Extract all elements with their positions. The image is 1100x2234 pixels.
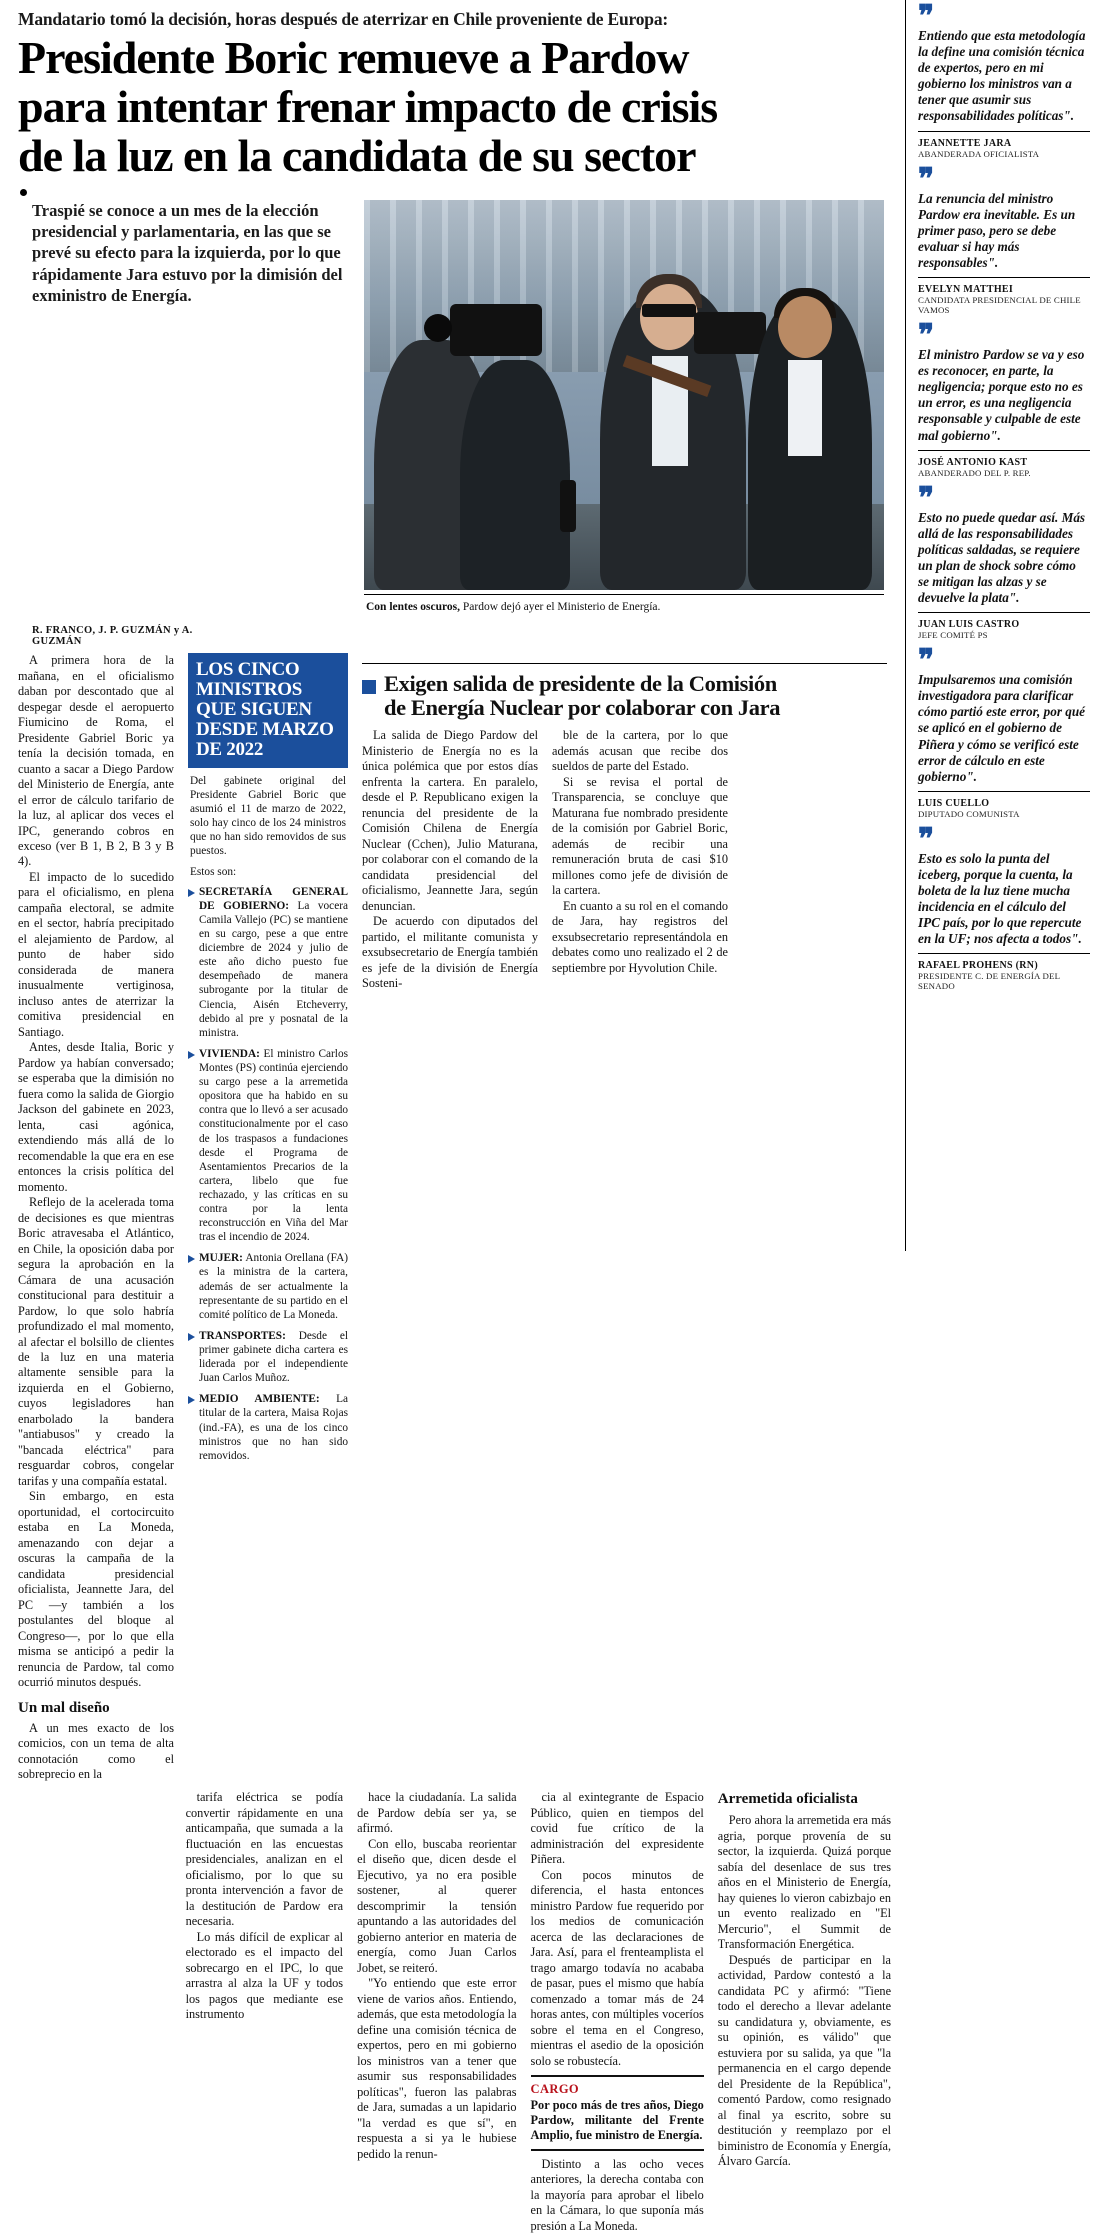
photo-caption-text: Pardow dejó ayer el Ministerio de Energía. [460, 601, 661, 614]
quote-role: ABANDERADO DEL P. REP. [918, 467, 1031, 478]
paragraph: La salida de Diego Pardow del Ministerio de Energía no es la única polémica que por estos días enfrenta la cartera. En paralelo, desde el P. Republicano exigen la renuncia del presidente de la Comisión Chilena de Energía Nuclear (Cchen), Julio Maturana, por colaborar con el comando de la candidata presidencial del oficialismo, Jeannette Jara, según denuncian. [362, 728, 538, 913]
list-item-label: MEDIO AMBIENTE: [199, 1393, 320, 1406]
secondary-title-line-2: de Energía Nuclear por colaborar con Jara [384, 695, 781, 721]
photo-caption [364, 594, 884, 615]
quote-author: JUAN LUIS CASTRO [918, 619, 1020, 631]
quote-role: CANDIDATA PRESIDENCIAL DE CHILE VAMOS [918, 295, 1081, 316]
photo-caption-lead: Con lentes oscuros, [366, 601, 461, 614]
divider [918, 953, 1090, 954]
divider [918, 450, 1090, 451]
body-column-2 [186, 1790, 344, 2234]
quote-role: PRESIDENTE C. DE ENERGÍA DEL SENADO [918, 971, 1060, 992]
paragraph: Reflejo de la acelerada toma de decisiones es que mientras Boric atravesaba el Atlántico, en Chile, la oposición daba por segura la aprobación en la Cámara de una acusación constitucional para destituir a Pardow, lo que solo habría profundizado el mal momento, al afectar el bolsillo de clientes de la luz en una materia altamente sensible para la izquierda en el Gobierno, cuyos legisladores han enarbolado la bandera "antiabusos" y creado la "bancada eléctrica" para resguardar cobros, congelar tarifas y una compañía estatal. [18, 1195, 174, 1488]
paragraph: Sin embargo, en esta oportunidad, el cortocircuito estaba en La Moneda, amenazando con dejar a oscuras la campaña de la candidata presidencial oficialista, Jeannette Jara, del PC —y también a los postulantes del bloque al Congreso—, por lo que ella misma se anticipó a pedir la renuncia de Pardow, tal como ocurrió minutos después. [18, 1489, 174, 1690]
quote-text: La renuncia del ministro Pardow era inevitable. Es un primer paso, pero se debe evaluar si hay más responsables". [918, 190, 1076, 270]
quote-text: Entiendo que esta metodología la define una comisión técnica de expertos, pero en mi gobierno los ministros van a tener que asumir sus responsabilidades políticas". [918, 28, 1086, 124]
sidebar-box-ministros [188, 653, 348, 1470]
list-item [188, 1329, 348, 1385]
list-item [188, 1251, 348, 1322]
sidebar-box-intro2: Estos son: [190, 865, 237, 878]
paragraph: El impacto de lo sucedido para el oficialismo, en plena campaña electoral, se admite en el sector, habría precipitado el alejamiento de Pardow, al punto de haber sido considerada de manera inusualmente vertiginosa, incluso antes de aterrizar la comitiva presidencial en Santiago. [18, 869, 174, 1039]
list-item [188, 885, 348, 1040]
divider [918, 612, 1090, 613]
list-item-label: SECRETARÍA GENERAL DE GOBIERNO: [199, 885, 348, 912]
quote-card [918, 644, 1090, 819]
secondary-column-2 [552, 728, 728, 991]
paragraph: ble de la cartera, por lo que además acusan que recibe dos sueldos de parte del Estado. [552, 728, 728, 774]
headline-line-3: de la luz en la candidata de su sector [18, 130, 696, 182]
quote-card [918, 822, 1090, 992]
quote-card [918, 481, 1090, 641]
sidebar-box-list [188, 885, 348, 1463]
quote-text: Esto no puede quedar así. Más allá de las responsabilidades políticas saldadas, se requiere un plan de shock sobre cómo se mitigan las alzas y se devuelve la plata". [918, 509, 1086, 606]
body-column-1 [18, 653, 174, 1782]
quote-mark-icon: ❞ [918, 481, 933, 515]
quote-role: ABANDERADA OFICIALISTA [918, 148, 1040, 159]
quote-mark-icon: ❞ [918, 319, 933, 353]
paragraph: Pero ahora la arremetida era más agria, porque provenía de su sector, la izquierda. Quizá porque sabía del desenlace de sus tres años en el Ministerio de Energía, hay quienes lo vieron cabizbajo en un evento realizado en "El Mercurio", el Summit de Transformación Energética. [717, 1813, 892, 1952]
section-subhead: Un mal diseño [18, 1699, 110, 1716]
quote-mark-icon: ❞ [918, 162, 933, 196]
body-column-5 [718, 1790, 891, 2234]
secondary-column-1 [362, 728, 538, 991]
blue-square-icon [362, 680, 376, 694]
secondary-story [362, 653, 887, 1470]
quote-card [918, 319, 1090, 478]
list-item-label: MUJER: [199, 1252, 243, 1265]
headline-line-2: para intentar frenar impacto de crisis [18, 81, 718, 133]
section-subhead: Arremetida oficialista [717, 1791, 858, 1808]
article-byline: R. FRANCO, J. P. GUZMÁN y A. GUZMÁN [32, 625, 193, 648]
quote-author: EVELYN MATTHEI [918, 284, 1014, 296]
paragraph: En cuanto a su rol en el comando de Jara, hay registros del exsubsecretario representándola en debates como uno realizado el 2 de septiembre por Hyvolution Chile. [552, 898, 728, 975]
headline-line-1: Presidente Boric remueve a Pardow [18, 32, 689, 84]
list-item-text: El ministro Carlos Montes (PS) continúa ejerciendo su cargo pese a la arremetida opositora que ha habido en su contra que lo llevó a ser acusado constitucionalmente por el caso de los traspasos a fundaciones desde el Programa de Asentamientos Precarios de la cartera, libelo que fue rechazado, y las críticas en su contra por la lenta reconstrucción en Viña del Mar tras el incendio de 2024. [199, 1047, 348, 1244]
quote-role: JEFE COMITÉ PS [918, 630, 988, 641]
bullet-dot-icon [20, 189, 27, 196]
paragraph: hace la ciudadanía. La salida de Pardow debía ser ya, se afirmó. [357, 1790, 517, 1836]
list-item [188, 1392, 348, 1463]
quote-mark-icon: ❞ [918, 822, 933, 856]
divider [918, 791, 1090, 792]
paragraph: Con pocos minutos de diferencia, el hasta entonces ministro Pardow fue requerido por los medios de comunicación acerca de las declaraciones de Jara. Así, para el frenteamplista el trago amargo todavía no acababa de pasar, pues el mismo que había comenzado a tomar más de 24 horas antes, con múltiples voceríos sobre el tema en el Congreso, mientras el asedio de la oposición solo se robustecía. [530, 1867, 704, 2068]
paragraph: A un mes exacto de los comicios, con un tema de alta connotación como el sobreprecio en la [18, 1720, 174, 1781]
article-photo [364, 200, 884, 590]
list-item [188, 1047, 348, 1245]
photo-column [364, 200, 884, 615]
article-lead: Traspié se conoce a un mes de la elección presidencial y parlamentaria, en las que se prevé su efecto para la izquierda, por lo que rápidamente Jara estuvo por la dimisión del exministro de Energía. [32, 201, 343, 305]
paragraph: tarifa eléctrica se podía convertir rápidamente en una anticampaña, que sumada a la fluctuación en las encuestas presidenciales, analizan en el oficialismo, por lo que su pronta intervención a favor de la destitución de Pardow era necesaria. [185, 1790, 344, 1929]
paragraph: Si se revisa el portal de Transparencia, se concluye que Maturana fue nombrado presidente de la comisión por Gabriel Boric, además de recibir una remuneración bruta de casi $10 millones como jefe de división de la cartera. [552, 774, 728, 898]
quote-card [918, 0, 1090, 159]
paragraph: cia al exintegrante de Espacio Público, quien en tiempos del covid fue crítico de la administración del expresidente Piñera. [530, 1790, 704, 1867]
quote-mark-icon: ❞ [918, 0, 933, 33]
quote-role: DIPUTADO COMUNISTA [918, 808, 1020, 819]
quote-author: JOSÉ ANTONIO KAST [918, 456, 1028, 468]
body-column-4 [531, 1790, 704, 2234]
list-item-text: La titular de la cartera, Maisa Rojas (ind.-FA), es una de los cinco ministros que no han sido removidos. [199, 1393, 348, 1462]
list-item-text: Desde el primer gabinete dicha cartera es liderada por el independiente Juan Carlos Muñoz. [199, 1329, 348, 1385]
quote-author: RAFAEL PROHENS (RN) [918, 960, 1038, 972]
cargo-factbox [531, 2075, 704, 2150]
article-kicker: Mandatario tomó la decisión, horas después de aterrizar en Chile proveniente de Europa: [18, 9, 669, 29]
secondary-title-line-1: Exigen salida de presidente de la Comisión [384, 671, 777, 697]
paragraph: "Yo entiendo que este error viene de varios años. Entiendo, además, que esta metodología la define una comisión técnica de expertos, pero en mi gobierno los ministros van a tener que asumir sus responsabilidades políticas", fueron las palabras de Jara, sumadas a un lapidario "la verdad es que sí", en respuesta a si ya le hubiese pedido la renun- [357, 1976, 517, 2161]
paragraph: Distinto a las ocho veces anteriores, la derecha contaba con la mayoría para aprobar el libelo en la Cámara, lo que suponía más presión a La Moneda. [530, 2156, 704, 2233]
list-item-text: La vocera Camila Vallejo (PC) se mantiene en su cargo, pese a que entre diciembre de 2024 y julio de este año dicho puesto fue desempeñado de manera subrogante por la titular de Ciencia, Aisén Etcheverry, debido al pre y posnatal de la ministra. [199, 899, 348, 1039]
cargo-text: Por poco más de tres años, Diego Pardow, militante del Frente Amplio, fue ministro de Energía. [530, 2097, 704, 2143]
quotes-rail [905, 0, 1100, 1251]
body-column-3 [357, 1790, 516, 2234]
paragraph: Lo más difícil de explicar al electorado es el impacto del sobrecargo en el IPC, lo que arrastra al alza la UF y todos los pagos que mediante ese instrumento [185, 1929, 344, 2022]
list-item-label: TRANSPORTES: [199, 1329, 286, 1342]
quote-text: El ministro Pardow se va y eso es reconocer, en parte, la negligencia; porque esto no es un error, es una negligencia responsable y culpable de este mal gobierno". [918, 347, 1085, 443]
quote-mark-icon: ❞ [918, 644, 933, 678]
bottom-columns [18, 1790, 891, 2234]
quote-card [918, 162, 1090, 316]
list-item-label: VIVIENDA: [199, 1047, 260, 1060]
cargo-label: CARGO [530, 2082, 580, 2097]
quote-author: LUIS CUELLO [918, 797, 990, 809]
paragraph: Con ello, buscaba reorientar el diseño que, dicen desde el Ejecutivo, ya no era posible sostener, al querer descomprimir la tensión apuntando a las autoridades del gobierno anterior en materia de energía, como Juan Carlos Jobet, se reiteró. [357, 1836, 517, 1975]
paragraph: Antes, desde Italia, Boric y Pardow ya habían conversado; se esperaba que la dimisión no fuera como la salida de Giorgio Jackson del gabinete en 2023, lenta, casi agónica, extendiendo más allá de lo recomendable la que era en ese entonces la crisis política del momento. [18, 1040, 174, 1194]
paragraph: Después de participar en la actividad, Pardow contestó a la candidata PC y afirmó: "Tiene todo el derecho a llevar adelante su candidatura y, obviamente, es su opinión, es válido" que estuviera por su salida, ya que "la permanencia en el cargo depende del Presidente de la República", comentó Pardow, como resignado al final ya escrito, sobre su destitución y reemplazo por el biministro de Economía y Energía, Álvaro García. [717, 1952, 892, 2169]
sidebar-box-intro: Del gabinete original del Presidente Gabriel Boric que asumió el 11 de marzo de 2022, solo hay cinco de los 24 ministros que no han sido removidos de sus puestos. [190, 774, 346, 858]
quote-text: Impulsaremos una comisión investigadora para clarificar cómo partió este error, por qué se aplicó en el gobierno de Piñera y cómo se verificó este error de cálculo en este gobierno". [918, 672, 1086, 784]
divider [918, 277, 1090, 278]
paragraph: De acuerdo con diputados del partido, el militante comunista y exsubsecretario de Energía también es jefe de la división de Energía Sosteni- [362, 914, 538, 991]
page-title [18, 32, 891, 182]
paragraph: A primera hora de la mañana, en el oficialismo daban por descontado que al despegar desde el aeropuerto Fiumicino de Roma, el Presidente Gabriel Boric ya tenía la decisión tomada, en cuanto a sacar a Diego Pardow del Ministerio de Energía, ante el error de cálculo tarifario de la luz, al aplicar dos veces el IPC, generando cobros en exceso (ver B 1, B 2, B 3 y B 4). [18, 653, 174, 869]
quote-text: Esto es solo la punta del iceberg, porque la cuenta, la boleta de la luz tiene mucha incidencia en el cálculo del IPC país, por lo que repercute en la UF; nos afecta a todos". [918, 850, 1082, 947]
list-item-text: Antonia Orellana (FA) es la ministra de la cartera, además de ser actualmente la representante de su partido en el comité político de La Moneda. [199, 1252, 348, 1321]
sidebar-box-title: LOS CINCO MINISTROS QUE SIGUEN DESDE MARZO DE 2022 [188, 653, 348, 768]
divider [918, 131, 1090, 132]
quote-author: JEANNETTE JARA [918, 137, 1012, 149]
